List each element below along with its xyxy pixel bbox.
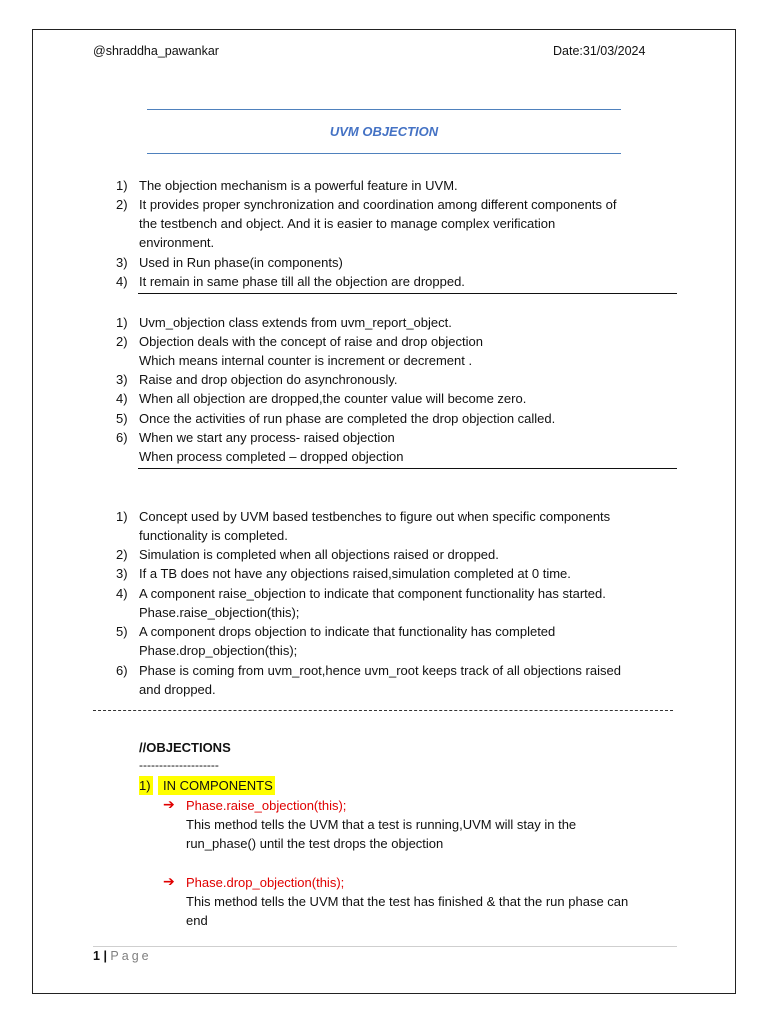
list-number: 1) — [116, 315, 128, 330]
list-number: 3) — [116, 372, 128, 387]
components-item-label: IN COMPONENTS — [158, 776, 275, 795]
list-number: 5) — [116, 624, 128, 639]
list-number: 3) — [116, 255, 128, 270]
list-number: 2) — [116, 334, 128, 349]
list-number: 4) — [116, 274, 128, 289]
list-number: 6) — [116, 430, 128, 445]
section-divider — [138, 468, 677, 469]
list-number: 2) — [116, 197, 128, 212]
list-item: A component raise_objection to indicate that component functionality has started. — [139, 586, 606, 601]
components-item-number: 1) — [139, 778, 151, 793]
dashed-separator — [93, 710, 673, 711]
list-item: When all objection are dropped,the counter value will become zero. — [139, 391, 527, 406]
list-item: Used in Run phase(in components) — [139, 255, 343, 270]
objections-heading: //OBJECTIONS — [139, 740, 231, 755]
list-item: Uvm_objection class extends from uvm_report_object. — [139, 315, 452, 330]
list-item: A component drops objection to indicate that functionality has completed — [139, 624, 556, 639]
list-number: 1) — [116, 509, 128, 524]
arrow-right-icon: ➔ — [163, 796, 175, 812]
list-item: If a TB does not have any objections raised,simulation completed at 0 time. — [139, 566, 571, 581]
list-item-continuation: and dropped. — [139, 682, 216, 697]
page-label: Page — [110, 949, 152, 963]
list-number: 3) — [116, 566, 128, 581]
page-number: 1 — [93, 949, 100, 963]
page-footer — [93, 949, 152, 963]
raise-objection-code: Phase.raise_objection(this); — [186, 798, 347, 813]
list-item: Concept used by UVM based testbenches to figure out when specific components — [139, 509, 611, 524]
list-item: Objection deals with the concept of raise and drop objection — [139, 334, 483, 349]
title-rule-bottom — [147, 153, 621, 154]
list-number: 4) — [116, 586, 128, 601]
list-number: 4) — [116, 391, 128, 406]
list-number: 1) — [116, 178, 128, 193]
list-item-continuation: Phase.drop_objection(this); — [139, 643, 298, 658]
author-handle: @shraddha_pawankar — [93, 44, 219, 58]
list-item: Simulation is completed when all objections raised or dropped. — [139, 547, 499, 562]
list-number: 6) — [116, 663, 128, 678]
section-divider — [138, 293, 677, 294]
list-number: 2) — [116, 547, 128, 562]
list-item-continuation: Which means internal counter is increment or decrement . — [139, 353, 473, 368]
drop-objection-code: Phase.drop_objection(this); — [186, 875, 345, 890]
list-item: It remain in same phase till all the objection are dropped. — [139, 274, 465, 289]
drop-objection-description-continuation: end — [186, 913, 208, 928]
list-item: When we start any process- raised objection — [139, 430, 395, 445]
list-item: It provides proper synchronization and coordination among different components of — [139, 197, 617, 212]
footer-separator: | — [103, 949, 107, 963]
list-item-continuation: functionality is completed. — [139, 528, 288, 543]
list-item-continuation: environment. — [139, 235, 215, 250]
footer-rule — [93, 946, 677, 947]
list-item: Once the activities of run phase are completed the drop objection called. — [139, 411, 556, 426]
drop-objection-description: This method tells the UVM that the test has finished & that the run phase can — [186, 894, 629, 909]
list-item-continuation: When process completed – dropped objection — [139, 449, 404, 464]
list-item: Phase is coming from uvm_root,hence uvm_root keeps track of all objections raised — [139, 663, 621, 678]
list-item: The objection mechanism is a powerful feature in UVM. — [139, 178, 458, 193]
document-date: Date:31/03/2024 — [553, 44, 646, 58]
title-rule-top — [147, 109, 621, 110]
arrow-right-icon: ➔ — [163, 873, 175, 889]
objections-heading-underline: -------------------- — [139, 758, 219, 772]
list-item: Raise and drop objection do asynchronously. — [139, 372, 398, 387]
page-title: UVM OBJECTION — [329, 124, 439, 139]
raise-objection-description-continuation: run_phase() until the test drops the objection — [186, 836, 444, 851]
list-item-continuation: the testbench and object. And it is easier to manage complex verification — [139, 216, 556, 231]
list-item-continuation: Phase.raise_objection(this); — [139, 605, 300, 620]
list-number: 5) — [116, 411, 128, 426]
raise-objection-description: This method tells the UVM that a test is running,UVM will stay in the — [186, 817, 577, 832]
